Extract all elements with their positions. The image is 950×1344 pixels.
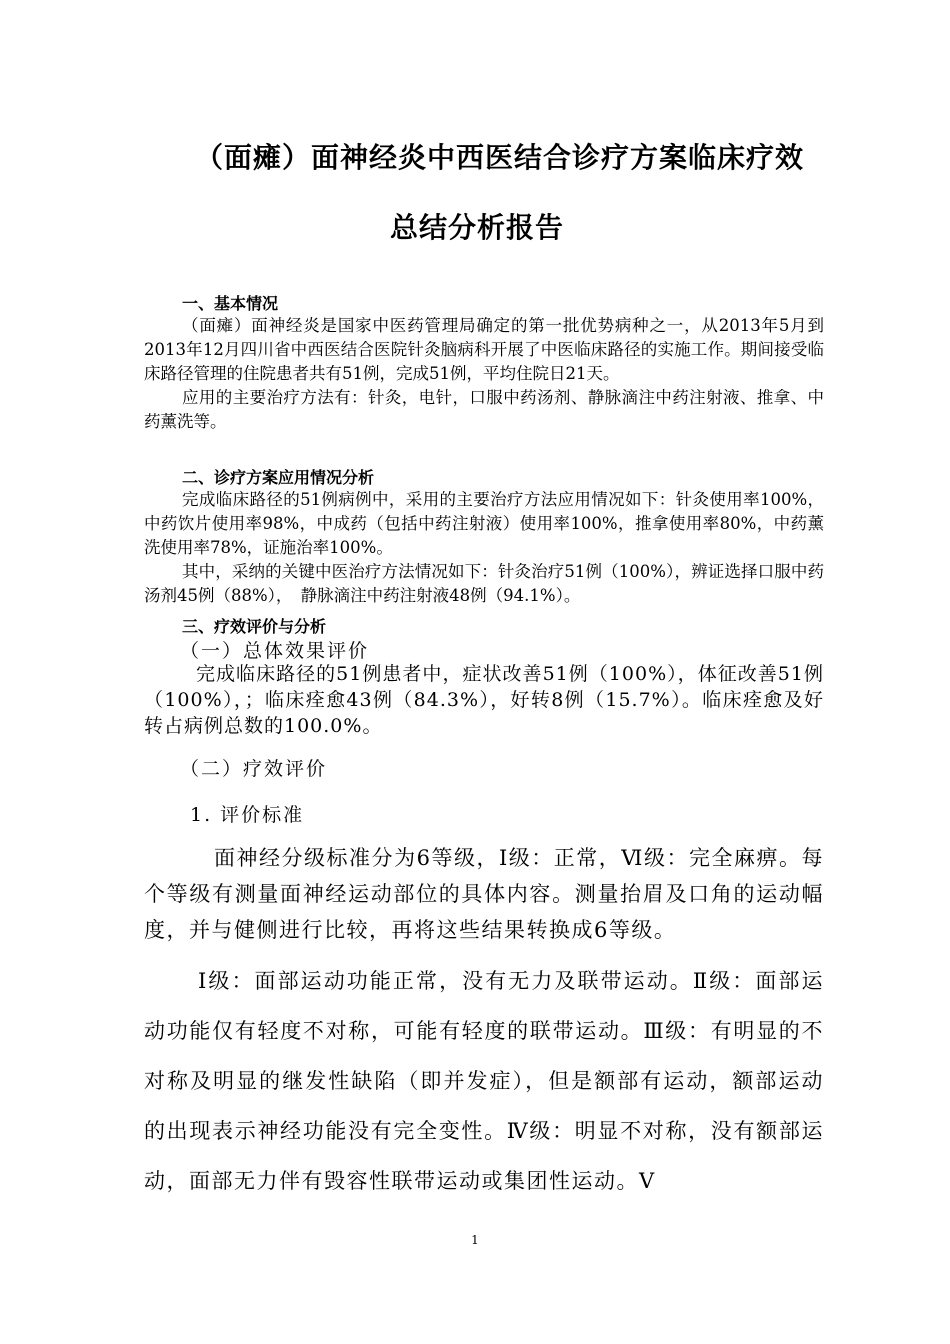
subheading-efficacy-evaluation: （二）疗效评价: [180, 758, 328, 780]
page-number: 1: [471, 1233, 479, 1247]
overall-evaluation-text: [144, 661, 824, 739]
section-heading-plan-analysis: 二、诊疗方案应用情况分析: [182, 468, 375, 487]
item-evaluation-standard: 1. 评价标准: [190, 804, 305, 826]
paragraph: 应用的主要治疗方法有：针灸，电针，口服中药汤剂、静脉滴注中药注射液、推拿、中药薰洗等。: [144, 388, 824, 431]
grade-descriptions-text: [144, 956, 824, 1206]
paragraph: （面瘫）面神经炎是国家中医药管理局确定的第一批优势病种之一，从2013年5月到2013年12月四川省中西医结合医院针灸脑病科开展了中医临床路径的实施工作。期间接受临床路径管理的住院患者共有51例，完成51例，平均住院日21天。: [144, 316, 824, 383]
section-heading-basic-info: 一、基本情况: [182, 294, 279, 313]
paragraph: Ⅰ级：面部运动功能正常，没有无力及联带运动。Ⅱ级：面部运动功能仅有轻度不对称，可能有轻度的联带运动。Ⅲ级：有明显的不对称及明显的继发性缺陷（即并发症），但是额部有运动，额部运动的出现表示神经功能没有完全变性。Ⅳ级：明显不对称，没有额部运动，面部无力伴有毁容性联带运动或集团性运动。Ⅴ: [144, 969, 824, 1193]
paragraph: 完成临床路径的51例患者中，症状改善51例（100%），体征改善51例（100%），；临床痊愈43例（84.3%），好转8例（15.7%）。临床痊愈及好转占病例总数的100.0%。: [144, 663, 824, 737]
subheading-overall-evaluation: （一）总体效果评价: [180, 640, 370, 662]
document-title-line1: （面瘫）面神经炎中西医结合诊疗方案临床疗效: [195, 141, 805, 174]
section-heading-efficacy: 三、疗效评价与分析: [182, 617, 327, 636]
document-title-line2: 总结分析报告: [390, 211, 565, 244]
section-plan-analysis-body: [144, 488, 824, 608]
paragraph: 面神经分级标准分为6等级，Ⅰ级：正常，Ⅵ级：完全麻痹。每个等级有测量面神经运动部位的具体内容。测量抬眉及口角的运动幅度，并与健侧进行比较，再将这些结果转换成6等级。: [144, 846, 824, 942]
paragraph: 其中，采纳的关键中医治疗方法情况如下：针灸治疗51例（100%），辨证选择口服中药汤剂45例（88%）， 静脉滴注中药注射液48例（94.1%）。: [144, 562, 824, 605]
grading-standard-text: [144, 840, 824, 948]
section-basic-info-body: [144, 314, 824, 434]
paragraph: 完成临床路径的51例病例中，采用的主要治疗方法应用情况如下：针灸使用率100%，中药饮片使用率98%，中成药（包括中药注射液）使用率100%，推拿使用率80%，中药薰洗使用率78%，证施治率100%。: [144, 490, 824, 557]
